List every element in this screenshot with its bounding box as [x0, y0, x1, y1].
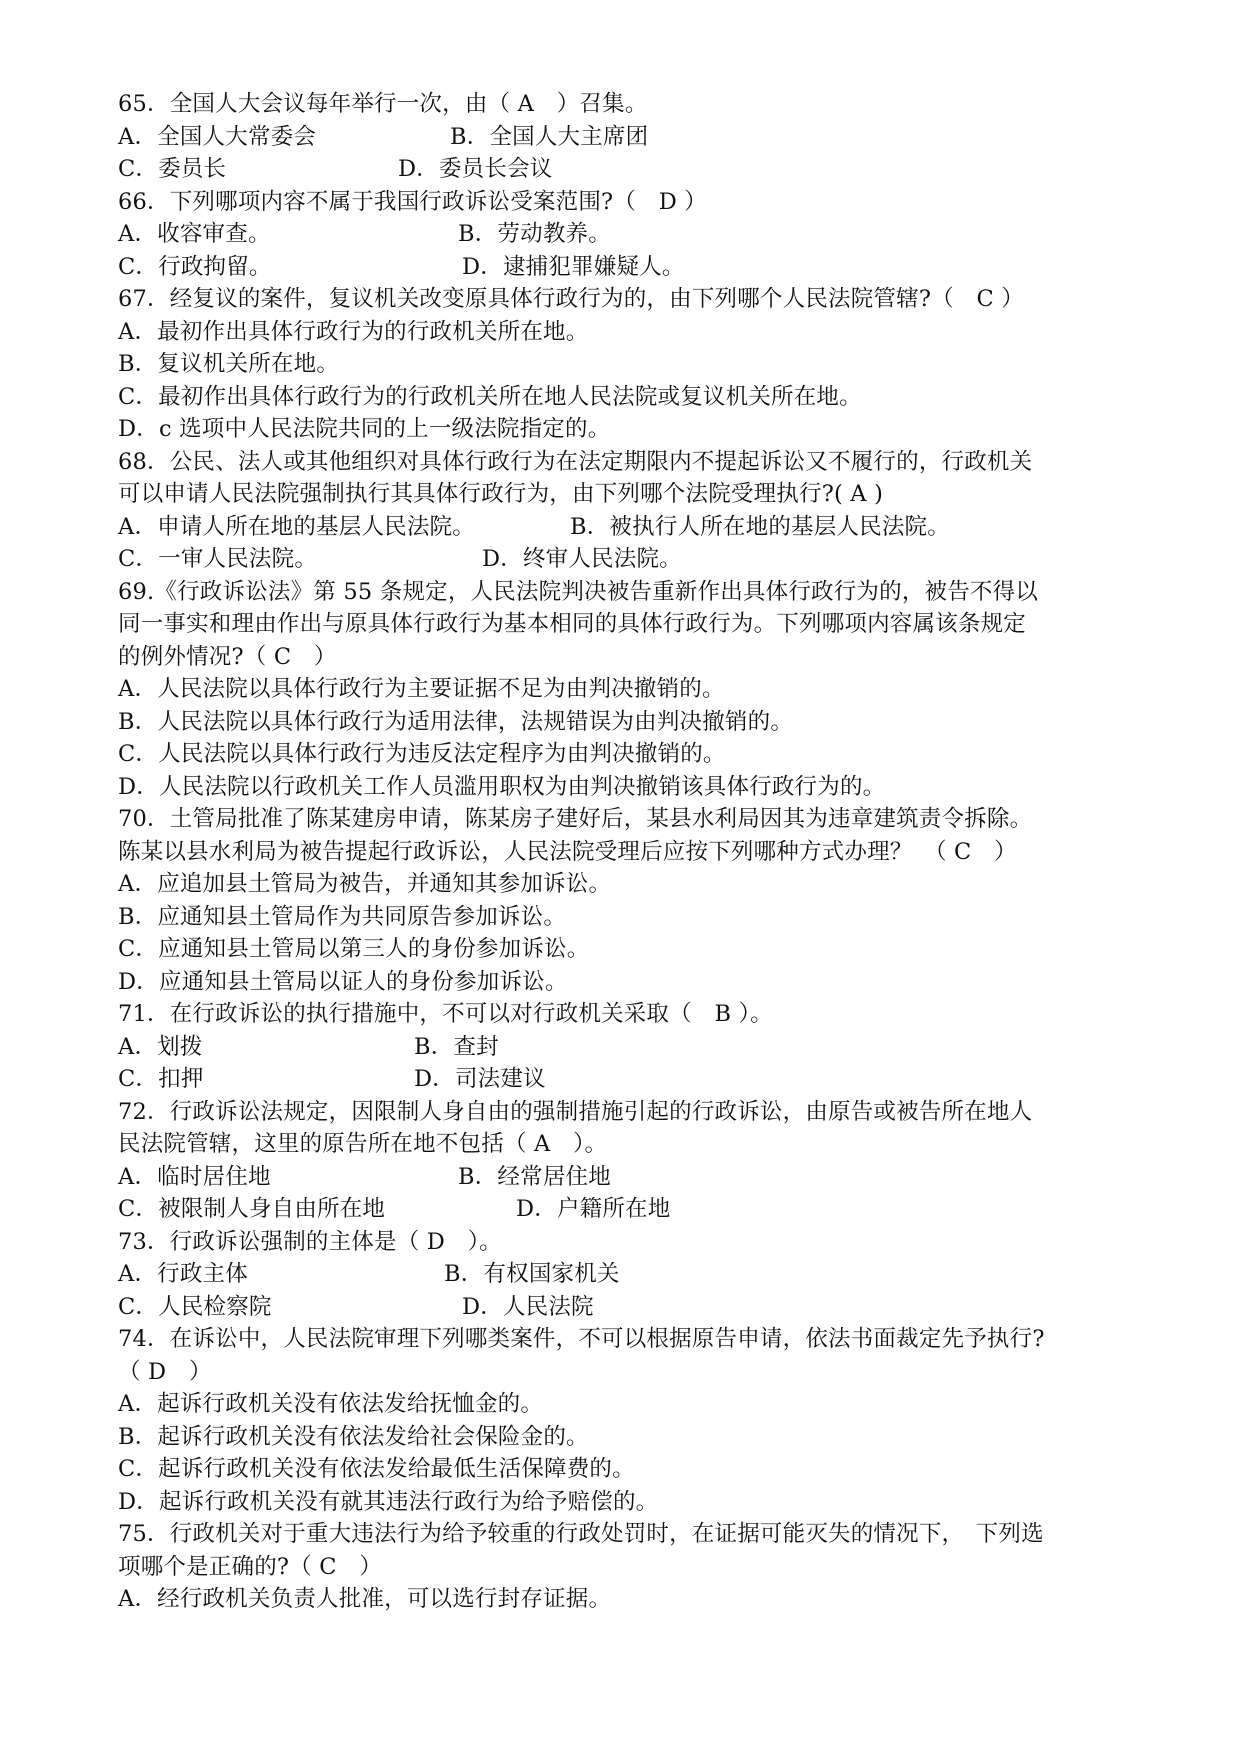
question-72-line-1: 72．行政诉讼法规定，因限制人身自由的强制措施引起的行政诉讼，由原告或被告所在地人 [118, 1098, 1033, 1125]
option-b: B．全国人大主席团 [450, 123, 649, 150]
options-row [118, 1258, 1128, 1291]
option-d: D．应通知县土管局以证人的身份参加诉讼。 [118, 968, 568, 995]
option-b: B．经常居住地 [458, 1163, 611, 1190]
question-74-line-2: （ D ） [118, 1358, 212, 1385]
option-d: D．户籍所在地 [516, 1196, 671, 1222]
question-71: 71．在行政诉讼的执行措施中，不可以对行政机关采取（ B ）。 [118, 1001, 773, 1027]
question-66: 66．下列哪项内容不属于我国行政诉讼受案范围?（ D ） [118, 188, 707, 215]
option-b: B．查封 [414, 1033, 499, 1060]
options-row [118, 251, 1128, 284]
option-b: B．劳动教养。 [458, 221, 611, 247]
option-b: B．人民法院以具体行政行为适用法律，法规错误为由判决撤销的。 [118, 708, 794, 735]
option-d: D．终审人民法院。 [482, 546, 682, 572]
option-a: A．经行政机关负责人批准，可以选行封存证据。 [118, 1586, 612, 1612]
options-row [118, 1193, 1128, 1226]
option-a: A．应追加县土管局为被告，并通知其参加诉讼。 [118, 871, 612, 897]
question-65: 65．全国人大会议每年举行一次，由（ A ）召集。 [118, 91, 648, 117]
options-row [118, 218, 1128, 251]
option-a: A．起诉行政机关没有依法发给抚恤金的。 [118, 1391, 544, 1417]
question-68-line-2: 可以申请人民法院强制执行其具体行政行为，由下列哪个法院受理执行?( A ) [118, 481, 884, 507]
options-row [118, 1031, 1128, 1064]
option-d: D．司法建议 [414, 1066, 546, 1092]
option-a: A．申请人所在地的基层人民法院。 [118, 513, 475, 540]
option-d: D．c 选项中人民法院共同的上一级法院指定的。 [118, 416, 611, 442]
option-c: C．应通知县土管局以第三人的身份参加诉讼。 [118, 936, 590, 962]
option-a: A．最初作出具体行政行为的行政机关所在地。 [118, 318, 589, 345]
options-row [118, 153, 1128, 186]
question-70-line-2: 陈某以县水利局为被告提起行政诉讼，人民法院受理后应按下列哪种方式办理？ （ C ） [118, 838, 1017, 865]
option-c: C．行政拘留。 [118, 253, 272, 280]
question-69-line-1: 69.《行政诉讼法》第 55 条规定，人民法院判决被告重新作出具体行政行为的，被告不得以 [118, 578, 1039, 605]
question-69-line-2: 同一事实和理由作出与原具体行政行为基本相同的具体行政行为。下列哪项内容属该条规定 [118, 611, 1027, 637]
option-c: C．起诉行政机关没有依法发给最低生活保障费的。 [118, 1456, 635, 1482]
option-c: C．一审人民法院。 [118, 546, 318, 572]
option-b: B．应通知县土管局作为共同原告参加诉讼。 [118, 903, 567, 930]
option-a: A．收容审查。 [118, 221, 271, 247]
option-c: C．人民检察院 [118, 1293, 272, 1320]
option-b: B．被执行人所在地的基层人民法院。 [570, 513, 950, 540]
question-70-line-1: 70．土管局批准了陈某建房申请，陈某房子建好后，某县水利局因其为违章建筑责令拆除。 [118, 806, 1033, 832]
option-b: B．起诉行政机关没有依法发给社会保险金的。 [118, 1423, 589, 1450]
options-row [118, 1063, 1128, 1096]
option-d: D．人民法院以行政机关工作人员滥用职权为由判决撤销该具体行政行为的。 [118, 773, 886, 800]
options-row [118, 511, 1128, 544]
option-d: D．起诉行政机关没有就其违法行政行为给予赔偿的。 [118, 1488, 659, 1515]
option-a: A．行政主体 [118, 1261, 248, 1287]
question-74-line-1: 74．在诉讼中，人民法院审理下列哪类案件，不可以根据原告申请，依法书面裁定先予执行? [118, 1326, 1045, 1352]
question-68-line-1: 68．公民、法人或其他组织对具体行政行为在法定期限内不提起诉讼又不履行的，行政机关 [118, 448, 1033, 475]
question-69-line-3: 的例外情况?（ C ） [118, 643, 337, 670]
options-row [118, 543, 1128, 576]
option-a: A．全国人大常委会 [118, 123, 317, 150]
question-67: 67．经复议的案件，复议机关改变原具体行政行为的，由下列哪个人民法院管辖?（ C ） [118, 286, 1024, 312]
option-b: B．有权国家机关 [444, 1261, 620, 1287]
question-75-line-1: 75．行政机关对于重大违法行为给予较重的行政处罚时，在证据可能灭失的情况下， 下列选 [118, 1521, 1044, 1547]
option-c: C．扣押 [118, 1066, 204, 1092]
question-72-line-2: 民法院管辖，这里的原告所在地不包括（ A ）。 [118, 1131, 608, 1157]
options-row [118, 1291, 1128, 1324]
option-d: D．人民法院 [462, 1293, 594, 1320]
option-b: B．复议机关所在地。 [118, 351, 340, 377]
option-d: D．逮捕犯罪嫌疑人。 [462, 253, 685, 280]
option-a: A．人民法院以具体行政行为主要证据不足为由判决撤销的。 [118, 676, 725, 702]
option-c: C．委员长 [118, 156, 227, 182]
question-75-line-2: 项哪个是正确的?（ C ） [118, 1553, 383, 1580]
options-row [118, 121, 1128, 154]
option-a: A．临时居住地 [118, 1163, 271, 1190]
document-page [118, 88, 1128, 1616]
option-c: C．人民法院以具体行政行为违反法定程序为由判决撤销的。 [118, 741, 726, 767]
options-row [118, 1161, 1128, 1194]
question-73: 73．行政诉讼强制的主体是（ D ）。 [118, 1228, 502, 1255]
option-c: C．最初作出具体行政行为的行政机关所在地人民法院或复议机关所在地。 [118, 383, 862, 410]
option-d: D．委员长会议 [398, 156, 553, 182]
option-a: A．划拨 [118, 1033, 203, 1060]
option-c: C．被限制人身自由所在地 [118, 1196, 386, 1222]
